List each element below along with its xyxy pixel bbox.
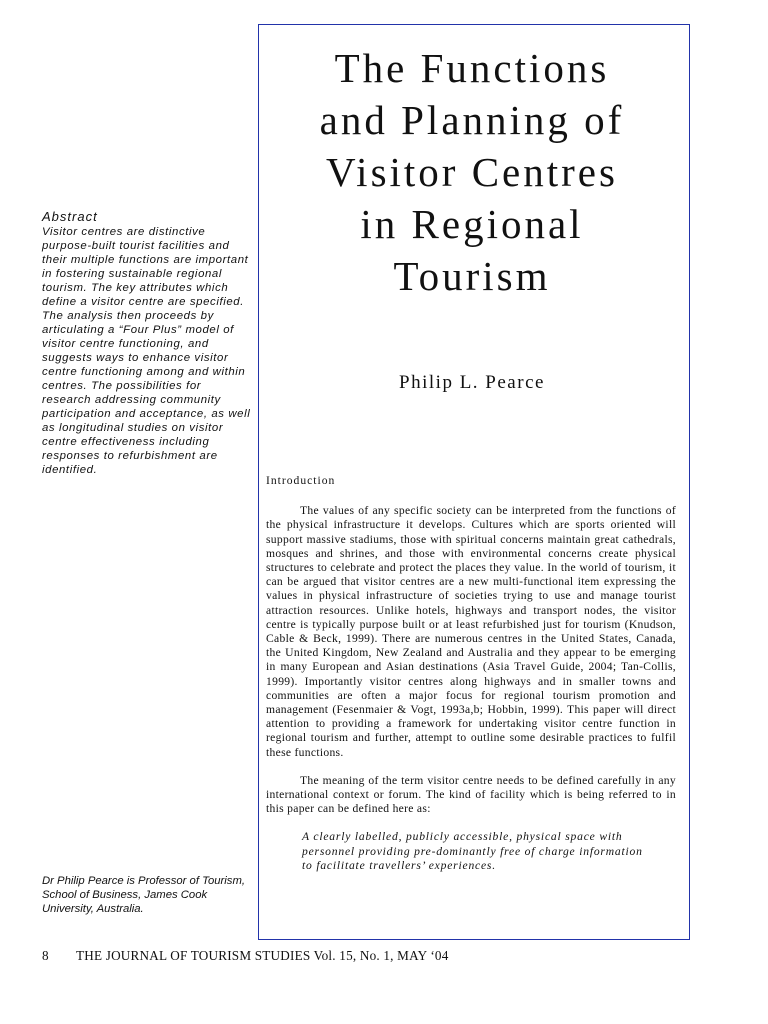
page-footer: [42, 948, 722, 964]
abstract-heading: Abstract: [42, 209, 98, 224]
author-bio: Dr Philip Pearce is Professor of Tourism, School of Business, James Cook University, Australia.: [42, 875, 245, 915]
title-line: Tourism: [393, 253, 551, 299]
journal-citation: THE JOURNAL OF TOURISM STUDIES Vol. 15, No. 1, MAY ‘04: [76, 948, 449, 963]
body-paragraph: The values of any specific society can be interpreted from the functions of the physical infrastructure it develops. Cultures which are sports oriented will support massive stadiums, those with spiritual concerns maintain great cathedrals, mosques and shrines, and those with environmental concerns create physical structures to celebrate and protect the places they value. In the world of tourism, it can be argued that visitor centres are a new multi-functional item expressing the values in physical infrastructure of societies trying to use and manage tourist attraction resources. Unlike hotels, highways and transport nodes, the visitor centre is typically purpose built or at least refurbished just for tourism (Knudson, Cable & Beck, 1999). There are numerous centres in the United States, Canada, the United Kingdom, New Zealand and Australia and they appear to be emerging in many European and Asian destinations (Asia Travel Guide, 2004; Tan-Collis, 1999). Importantly visitor centres along highways and in smaller towns and communities are often a major focus for regional tourism promotion and management (Fesenmaier & Vogt, 1993a,b; Hobbin, 1999). This paper will direct attention to providing a framework for undertaking visitor centre function in regional tourism and further, attempt to outline some desirable practices to fulfil these functions.: [266, 504, 676, 759]
section-heading: Introduction: [266, 474, 336, 487]
abstract-block: [42, 210, 252, 477]
title-line: Visitor Centres: [326, 149, 618, 195]
page-number: 8: [42, 948, 49, 963]
author-name: Philip L. Pearce: [399, 372, 545, 393]
body-paragraph: The meaning of the term visitor centre needs to be defined carefully in any international context or forum. The kind of facility which is being referred to in this paper can be defined here as:: [266, 773, 676, 816]
abstract-text: Visitor centres are distinctive purpose-built tourist facilities and their multiple functions are important in fostering sustainable regional tourism. The key attributes which define a visitor centre are specified. The analysis then proceeds by articulating a “Four Plus” model of visitor centre functioning, and suggests ways to enhance visitor centre functioning among and within centres. The possibilities for research addressing community participation and acceptance, as well as longitudinal studies on visitor centre effectiveness including responses to refurbishment are identified.: [42, 226, 251, 476]
article-body: [266, 474, 676, 873]
title-line: and Planning of: [319, 97, 625, 143]
article-title: [268, 42, 676, 302]
title-line: The Functions: [334, 45, 610, 91]
title-line: in Regional: [360, 201, 584, 247]
definition-quote: A clearly labelled, publicly accessible, physical space with personnel providing pre-dominantly free of charge information to facilitate travellers’ experiences.: [302, 830, 643, 872]
